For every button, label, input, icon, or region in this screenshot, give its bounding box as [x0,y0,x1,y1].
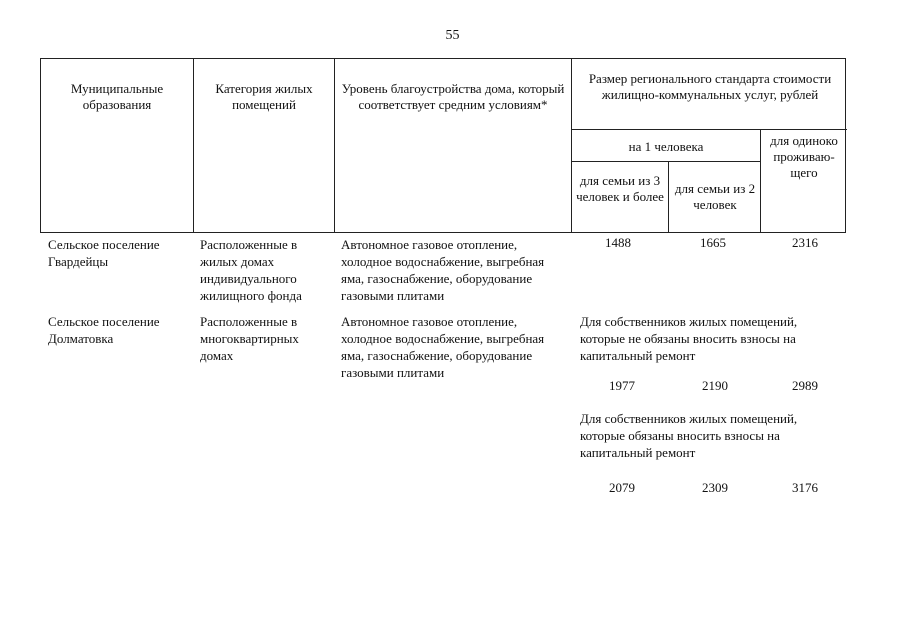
row2-value1-single: 2989 [792,378,818,393]
row1-value-family3: 1488 [605,235,631,250]
header-standard: Размер регионального стандарта стоимости жилищно-коммунальных услуг, рублей [588,71,832,102]
row2-note-no-capital-repair: Для собственников жилых помещений, которые не обязаны вносить взносы на капитальный ремонт [580,314,798,363]
header-single: для одиноко проживаю-щего [770,133,838,180]
divider [193,59,194,233]
row2-value2-family3: 2079 [609,480,635,495]
row1-category: Расположенные в жилых домах индивидуального жилищного фонда [200,237,302,303]
header-family-3: для семьи из 3 человек и более [576,173,664,204]
row2-value2-family2: 2309 [702,480,728,495]
row2-category: Расположенные в многоквартирных домах [200,314,299,363]
row1-amenities: Автономное газовое отопление, холодное водоснабжение, выгребная яма, газоснабжение, оборудование газовыми плитами [341,237,545,303]
row2-amenities: Автономное газовое отопление, холодное водоснабжение, выгребная яма, газоснабжение, оборудование газовыми плитами [341,314,545,380]
row1-value-family2: 1665 [700,235,726,250]
divider [668,161,669,233]
divider [571,59,572,233]
header-per-person: на 1 человека [628,139,704,154]
row2-value1-family3: 1977 [609,378,635,393]
row2-municipality: Сельское поселение Долматовка [48,314,160,346]
divider [334,59,335,233]
row2-note-capital-repair: Для собственников жилых помещений, которые обязаны вносить взносы на капитальный ремонт [580,411,798,460]
row1-municipality: Сельское поселение Гвардейцы [48,237,160,269]
header-category: Категория жилых помещений [215,81,313,112]
header-family-2: для семьи из 2 человек [674,181,756,212]
divider [571,129,847,130]
row2-value1-family2: 2190 [702,378,728,393]
row2-value2-single: 3176 [792,480,818,495]
divider [571,161,761,162]
divider [760,129,761,233]
table-header [40,58,846,233]
row1-value-single: 2316 [792,235,818,250]
page-number: 55 [445,28,460,43]
header-amenities: Уровень благоустройства дома, который соответствует средним условиям* [341,81,565,112]
header-municipality: Муниципальные образования [70,81,164,112]
